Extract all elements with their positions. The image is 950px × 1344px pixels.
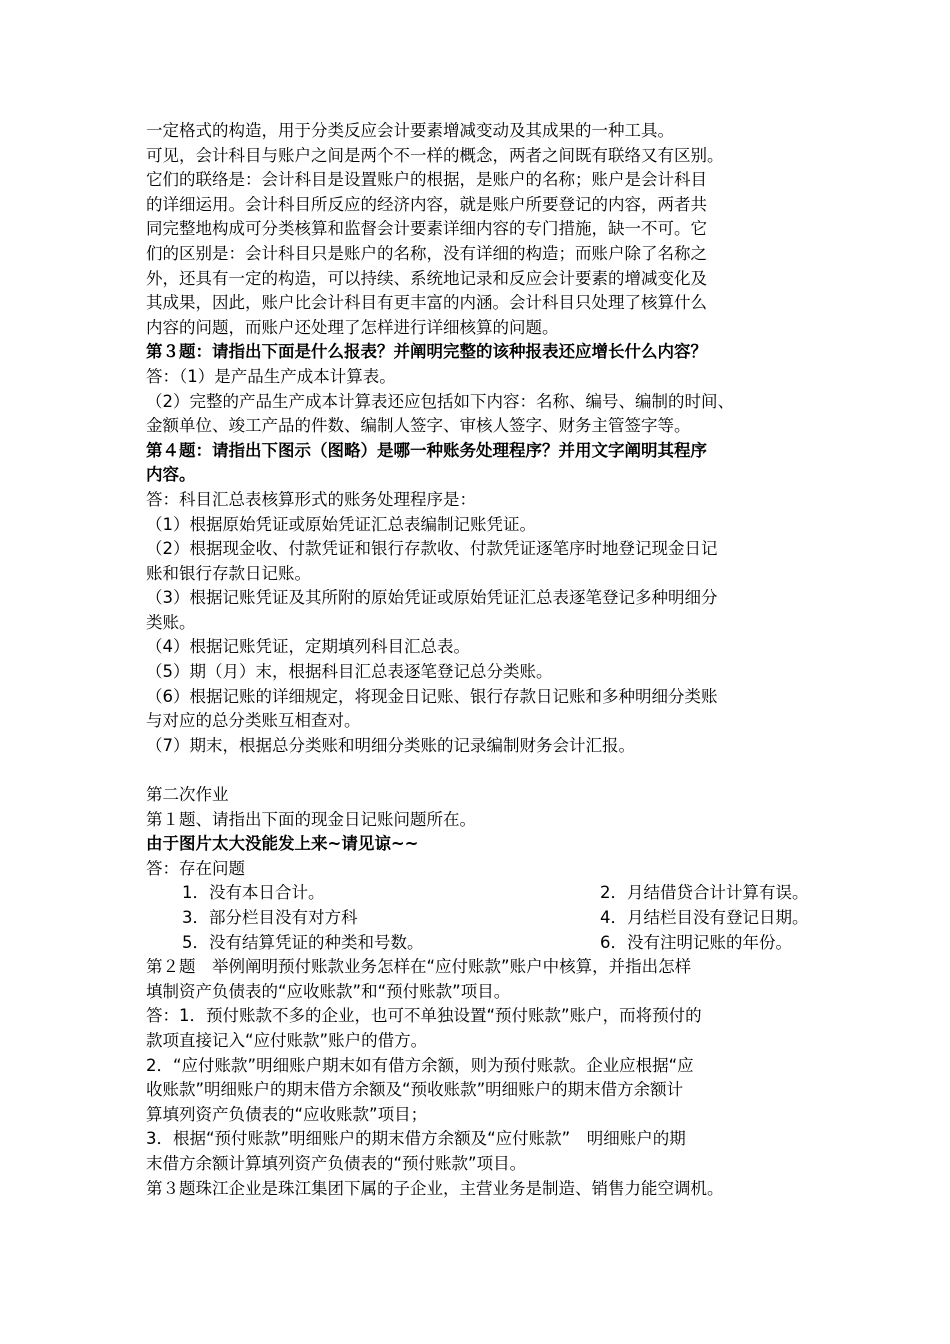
blank-line — [146, 758, 826, 783]
text-line: 同完整地构成可分类核算和监督会计要素详细内容的专门措施，缺一不可。它 — [146, 219, 707, 239]
problem-item: 3．部分栏目没有对方科 — [182, 908, 358, 927]
homework-2-question-3: 第３题珠江企业是珠江集团下属的子企业，主营业务是制造、销售力能空调机。 — [146, 1178, 724, 1198]
question-4-heading — [146, 439, 826, 488]
text-line: 内容的问题，而账户还处理了怎样进行详细核算的问题。 — [146, 317, 559, 337]
problem-row — [146, 931, 826, 956]
text-line: 2．“应付账款”明细账户期末如有借方余额，则为预付账款。企业应根据“应 — [146, 1055, 694, 1075]
text-line: 其成果，因此，账户比会计科目有更丰富的内涵。会计科目只处理了核算什么 — [146, 293, 707, 313]
question-3-answer — [146, 365, 826, 439]
text-line: 款项直接记入“应付账款”账户的借方。 — [146, 1030, 428, 1050]
text-line: （3）根据记账凭证及其所附的原始凭证或原始凭证汇总表逐笔登记多种明细分 — [146, 588, 718, 608]
question-3-heading: 第３题：请指出下面是什么报表？并阐明完整的该种报表还应增长什么内容？ — [146, 342, 707, 362]
text-line: 类账。 — [146, 612, 196, 632]
paragraph-accounts-vs-subjects — [146, 119, 826, 340]
problem-item: 2．月结借贷合计计算有误。 — [600, 883, 809, 903]
text-line: 账和银行存款日记账。 — [146, 563, 311, 583]
text-line: 答：科目汇总表核算形式的账务处理程序是： — [146, 489, 476, 509]
text-line: 可见，会计科目与账户之间是两个不一样的概念，两者之间既有联络又有区别。 — [146, 145, 724, 165]
problem-item: 1．没有本日合计。 — [182, 883, 325, 903]
text-line: （1）根据原始凭证或原始凭证汇总表编制记账凭证。 — [146, 514, 536, 534]
problem-item: 5．没有结算凭证的种类和号数。 — [182, 932, 424, 952]
question-4-answer — [146, 488, 826, 759]
document-page — [146, 119, 826, 1201]
text-line: 填制资产负债表的“应收账款”和“预付账款”项目。 — [146, 981, 511, 1001]
problem-item: 6．没有注明记账的年份。 — [600, 932, 792, 952]
text-line: 外，还具有一定的构造，可以持续、系统地记录和反应会计要素的增减变化及 — [146, 268, 707, 288]
homework-2-question-2-answer — [146, 1004, 826, 1176]
text-line: （2）根据现金收、付款凭证和银行存款收、付款凭证逐笔序时地登记现金日记 — [146, 539, 718, 559]
text-line: 末借方余额计算填列资产负债表的“预付账款”项目。 — [146, 1153, 527, 1173]
text-line: 答：（1）是产品生产成本计算表。 — [146, 366, 396, 386]
problem-item: 4．月结栏目没有登记日期。 — [600, 908, 809, 927]
heading-line: 内容。 — [146, 465, 196, 485]
text-line: （5）期（月）末，根据科目汇总表逐笔登记总分类账。 — [146, 662, 553, 682]
answer-label: 答：存在问题 — [146, 858, 245, 878]
text-line: 算填列资产负债表的“应收账款”项目； — [146, 1104, 428, 1124]
problem-list — [146, 881, 826, 955]
problem-row — [146, 906, 826, 931]
problem-row — [146, 881, 826, 906]
text-line: （2）完整的产品生产成本计算表还应包括如下内容：名称、编号、编制的时间、 — [146, 391, 734, 411]
text-line: （6）根据记账的详细规定，将现金日记账、银行存款日记账和多种明细分类账 — [146, 686, 718, 706]
text-line: 答：1．预付账款不多的企业，也可不单独设置“预付账款”账户，而将预付的 — [146, 1006, 702, 1026]
text-line: 的详细运用。会计科目所反应的经济内容，就是账户所要登记的内容，两者共 — [146, 194, 707, 214]
text-line: 与对应的总分类账互相查对。 — [146, 711, 361, 731]
homework-2-question-1: 第１题、请指出下面的现金日记账问题所在。 — [146, 809, 476, 829]
text-line: （7）期末，根据总分类账和明细分类账的记录编制财务会计汇报。 — [146, 735, 635, 755]
text-line: 第２题 举例阐明预付账款业务怎样在“应付账款”账户中核算，并指出怎样 — [146, 957, 692, 977]
heading-line: 第４题：请指出下图示（图略）是哪一种账务处理程序？并用文字阐明其程序 — [146, 440, 707, 460]
text-line: 们的区别是：会计科目只是账户的名称，没有详细的构造；而账户除了名称之 — [146, 243, 707, 263]
text-line: 3．根据“预付账款”明细账户的期末借方余额及“应付账款” 明细账户的期 — [146, 1129, 686, 1149]
text-line: 一定格式的构造，用于分类反应会计要素增减变动及其成果的一种工具。 — [146, 121, 674, 140]
text-line: 金额单位、竣工产品的件数、编制人签字、审核人签字、财务主管签字等。 — [146, 416, 691, 436]
homework-2-question-2 — [146, 955, 826, 1004]
image-missing-note: 由于图片太大没能发上来~请见谅~~ — [146, 834, 419, 854]
text-line: 它们的联络是：会计科目是设置账户的根据，是账户的名称；账户是会计科目 — [146, 170, 707, 190]
text-line: 收账款”明细账户的期末借方余额及“预收账款”明细账户的期末借方余额计 — [146, 1080, 684, 1100]
text-line: （4）根据记账凭证，定期填列科目汇总表。 — [146, 637, 470, 657]
homework-2-title: 第二次作业 — [146, 785, 229, 805]
